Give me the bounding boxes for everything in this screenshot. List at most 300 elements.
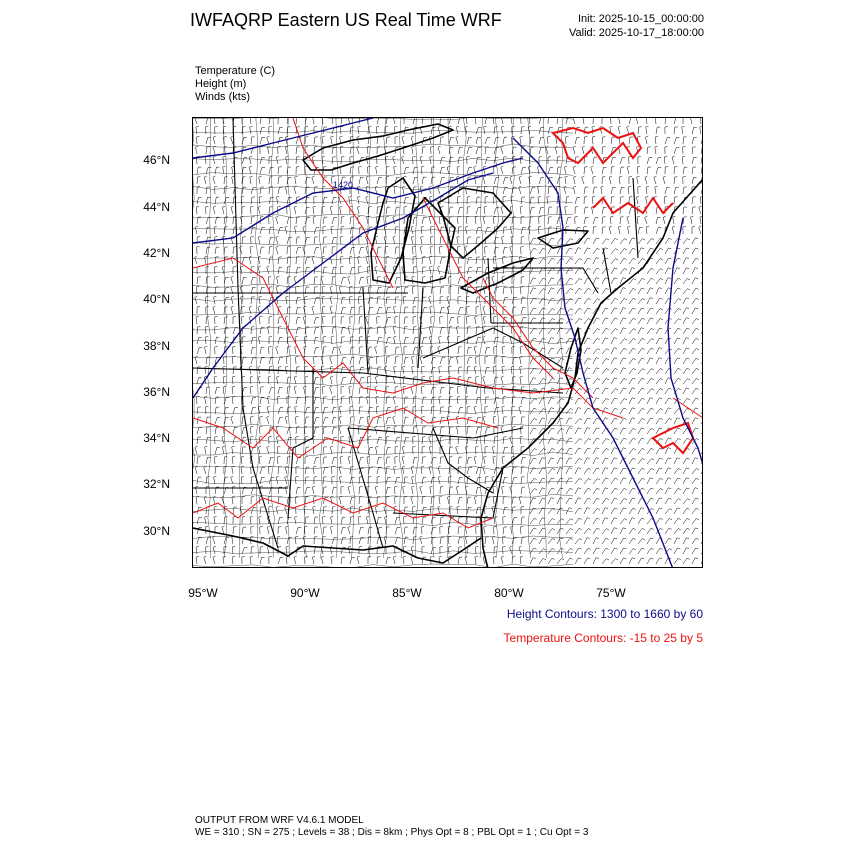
wind-barb <box>213 546 216 554</box>
wind-barb <box>620 348 627 354</box>
wind-barb <box>701 388 703 394</box>
wind-barb <box>582 176 585 184</box>
wind-barb <box>656 418 663 424</box>
wind-barb <box>332 507 335 514</box>
wind-barb <box>674 319 681 324</box>
wind-barb <box>584 518 590 524</box>
wind-barb <box>701 429 703 435</box>
wind-barb <box>557 298 564 304</box>
wind-barb <box>620 438 627 444</box>
wind-barb <box>530 328 537 334</box>
wind-barb <box>620 288 626 294</box>
wind-barb <box>512 417 515 424</box>
wind-barb <box>656 489 663 495</box>
wind-barb <box>674 499 681 504</box>
wind-barb <box>492 536 495 544</box>
wind-barb <box>403 486 406 494</box>
wind-barb <box>332 197 337 204</box>
wind-barb <box>440 137 444 144</box>
wind-barb <box>539 177 544 184</box>
wind-barb <box>647 448 654 454</box>
wind-barb <box>503 247 508 254</box>
wind-barb <box>195 486 198 494</box>
wind-barb <box>483 176 486 184</box>
wind-barb <box>575 478 582 484</box>
wind-barb <box>646 186 649 194</box>
wind-barb <box>620 187 625 194</box>
wind-barb <box>278 387 283 394</box>
wind-barb <box>557 548 564 554</box>
wind-barb <box>260 526 263 534</box>
wind-barb <box>503 287 507 294</box>
wind-barb <box>530 368 537 374</box>
county-line <box>527 118 531 558</box>
wind-barb <box>683 328 690 334</box>
wind-barb <box>602 137 606 144</box>
wind-barb <box>683 398 690 404</box>
wind-barb <box>575 518 582 524</box>
wind-barb <box>267 526 270 534</box>
wind-barb <box>412 146 415 154</box>
wind-barb <box>395 347 399 354</box>
wind-barb <box>278 337 283 344</box>
wind-barb <box>494 207 499 214</box>
wind-barb <box>277 446 280 454</box>
wind-barb <box>611 216 614 224</box>
wind-barb <box>566 458 572 464</box>
wind-barb <box>386 387 389 395</box>
wind-barb <box>296 416 299 424</box>
wind-barb <box>368 477 371 484</box>
wind-barb <box>647 288 653 294</box>
wind-barb <box>213 556 216 564</box>
wind-barb <box>629 428 636 434</box>
wind-barb <box>242 337 245 344</box>
wind-barb <box>620 239 627 244</box>
wind-barb <box>314 137 318 144</box>
wind-barb <box>251 277 256 284</box>
wind-barb <box>323 536 326 544</box>
wind-barb <box>376 396 379 404</box>
wind-barb <box>539 278 546 284</box>
wind-barb <box>638 418 645 424</box>
wind-barb <box>368 437 371 445</box>
wind-barb <box>224 277 229 284</box>
wind-barb <box>557 258 564 264</box>
wind-barb <box>350 227 355 234</box>
wind-barb <box>485 347 490 354</box>
wind-barb <box>674 538 680 544</box>
wind-barb <box>638 358 645 364</box>
wind-barb <box>665 248 671 254</box>
wind-barb <box>557 508 563 514</box>
wind-barb <box>403 556 406 564</box>
wind-barb <box>629 118 634 124</box>
wind-barb <box>512 507 516 514</box>
wind-barb <box>530 518 537 524</box>
wind-barb <box>539 538 545 544</box>
wind-barb <box>674 328 681 334</box>
wind-barb <box>323 407 328 414</box>
wind-barb <box>474 496 477 504</box>
wind-barb <box>331 556 334 564</box>
wind-barb <box>557 268 564 274</box>
wind-barb <box>701 339 703 344</box>
wind-barb <box>593 299 600 304</box>
wind-barb <box>222 436 225 444</box>
wind-barb <box>285 476 288 484</box>
wind-barb <box>224 337 228 344</box>
wind-barb <box>475 316 478 324</box>
wind-barb <box>629 298 636 304</box>
wind-barb <box>404 347 407 355</box>
wind-barb <box>683 478 689 484</box>
wind-barb <box>647 478 653 484</box>
wind-barb <box>647 418 653 424</box>
wind-barb <box>647 348 654 354</box>
wind-barb <box>674 288 681 294</box>
wind-barb <box>213 156 216 164</box>
wind-barb <box>260 157 265 164</box>
wind-barb <box>206 187 210 194</box>
model-config: WE = 310 ; SN = 275 ; Levels = 38 ; Dis = 8km ; Phys Opt = 8 ; PBL Opt = 1 ; Cu Opt = 3 <box>195 827 589 838</box>
wind-barb <box>692 508 699 514</box>
wind-barb <box>690 118 693 124</box>
wind-barb <box>501 376 504 384</box>
wind-barb <box>467 207 470 214</box>
wind-barb <box>359 407 363 414</box>
wind-barb <box>440 537 444 544</box>
wind-barb <box>287 407 291 414</box>
wind-barb <box>521 127 524 134</box>
wind-barb <box>593 238 599 244</box>
wind-barb <box>682 156 685 164</box>
wind-barb <box>530 207 535 214</box>
wind-barb <box>593 538 599 544</box>
wind-barb <box>358 206 361 214</box>
wind-barb <box>276 346 279 354</box>
wind-barb <box>440 257 445 264</box>
wind-barb <box>584 167 588 174</box>
wind-barb <box>683 538 689 544</box>
wind-barb <box>458 477 463 484</box>
wind-barb <box>575 268 582 274</box>
wind-barb <box>512 307 516 314</box>
wind-barb <box>593 248 600 254</box>
wind-barb <box>620 328 626 334</box>
wind-barb <box>223 366 226 374</box>
wind-barb <box>341 126 344 134</box>
wind-barb <box>602 288 609 294</box>
wind-barb <box>258 206 261 214</box>
wind-barb <box>195 296 198 304</box>
wind-barb <box>412 286 415 294</box>
wind-barb <box>530 498 536 504</box>
wind-barb <box>296 247 301 254</box>
wind-barb <box>593 418 600 424</box>
wind-barb <box>206 147 210 154</box>
wind-barb <box>501 126 504 134</box>
wind-barb <box>223 156 226 164</box>
wind-barb <box>422 177 426 184</box>
wind-barb <box>674 348 681 354</box>
wind-barb <box>530 147 534 154</box>
wind-barb <box>530 408 537 414</box>
wind-barb <box>575 548 581 554</box>
wind-barb <box>447 306 450 314</box>
wind-barb <box>386 357 390 364</box>
wind-barb <box>548 308 555 314</box>
wind-barb <box>593 318 599 324</box>
wind-barb <box>683 318 689 324</box>
wind-barb <box>701 137 703 144</box>
wind-barb <box>629 358 636 364</box>
wind-barb <box>503 397 506 405</box>
wind-barb <box>258 256 261 264</box>
wind-barb <box>458 527 462 534</box>
wind-barb <box>386 297 390 304</box>
wind-barb <box>269 346 272 354</box>
wind-barb <box>332 147 336 154</box>
wind-barb <box>376 166 379 174</box>
wind-barb <box>233 427 238 434</box>
wind-barb <box>215 436 218 444</box>
wind-barb <box>260 167 265 174</box>
wind-barb <box>692 388 699 394</box>
wind-barb <box>539 137 544 144</box>
wind-barb <box>233 527 236 534</box>
wind-barb <box>376 446 379 454</box>
wind-barb <box>250 246 253 254</box>
wind-barb <box>529 176 532 184</box>
wind-barb <box>638 288 644 294</box>
wind-barb <box>458 367 462 374</box>
wind-barb <box>224 137 227 145</box>
wind-barb <box>520 366 523 374</box>
wind-barb <box>312 486 315 494</box>
county-line <box>479 118 483 558</box>
wind-barb <box>269 537 273 544</box>
wind-barb <box>404 537 408 544</box>
wind-barb <box>701 196 704 204</box>
wind-barb <box>647 369 654 374</box>
wind-barb <box>285 486 288 494</box>
wind-barb <box>287 118 291 124</box>
wind-barb <box>213 176 216 184</box>
wind-barb <box>251 347 256 354</box>
wind-barb <box>233 327 238 334</box>
wind-barb <box>215 447 220 454</box>
wind-barb <box>584 288 591 294</box>
wind-barb <box>602 458 608 464</box>
model-info-footer <box>195 815 588 839</box>
wind-barb <box>701 408 703 414</box>
wind-barb <box>341 277 346 284</box>
wind-barb <box>683 348 689 354</box>
wind-barb <box>575 298 581 304</box>
wind-barb <box>395 437 400 444</box>
wind-barb <box>430 236 433 244</box>
wind-barb <box>456 446 459 454</box>
wind-barb <box>422 397 426 404</box>
wind-barb <box>323 316 326 324</box>
wind-barb <box>683 499 690 504</box>
wind-barb <box>197 307 200 315</box>
wind-barb <box>249 156 252 164</box>
wind-barb <box>701 508 703 514</box>
wind-barb <box>430 306 433 314</box>
wind-barb <box>548 448 555 454</box>
wind-barb <box>483 416 486 424</box>
wind-barb <box>629 438 636 444</box>
wind-barb <box>692 167 696 174</box>
wind-barb <box>638 438 644 444</box>
wind-barb <box>259 516 262 524</box>
wind-barb <box>593 258 599 264</box>
wind-barb <box>564 186 567 194</box>
wind-barb <box>566 278 573 284</box>
wind-barb <box>305 457 308 465</box>
wind-barb <box>232 386 235 394</box>
wind-barb <box>457 396 460 404</box>
wind-barb <box>584 248 590 254</box>
wind-barb <box>359 397 363 404</box>
wind-barb <box>701 448 703 454</box>
wind-barb <box>206 137 211 144</box>
wind-barb <box>539 157 542 165</box>
wind-barb <box>431 497 435 504</box>
wind-barb <box>386 397 390 404</box>
wind-barb <box>557 398 564 404</box>
wind-barb <box>278 177 282 184</box>
wind-barb <box>593 448 599 454</box>
wind-barb <box>197 246 200 254</box>
wind-barb <box>503 417 507 424</box>
wind-barb <box>413 267 416 274</box>
wind-barb <box>422 267 426 274</box>
wind-barb <box>296 467 299 475</box>
wind-barb <box>692 278 698 284</box>
wind-barb <box>404 437 409 444</box>
wind-barb <box>665 278 671 284</box>
wind-barb <box>224 227 228 234</box>
wind-barb <box>449 137 454 144</box>
wind-barb <box>385 246 388 254</box>
wind-barb <box>638 328 644 334</box>
wind-barb <box>656 369 663 375</box>
atlantic-coastline <box>481 178 703 568</box>
wind-barb <box>701 118 704 124</box>
wind-barb <box>411 236 414 244</box>
wind-barb <box>656 558 662 564</box>
wind-barb <box>575 428 581 434</box>
wind-barb <box>422 437 426 444</box>
wind-barb <box>501 146 504 154</box>
wind-barb <box>575 439 582 444</box>
wind-barb <box>231 276 234 284</box>
wind-barb <box>593 227 596 234</box>
wind-barb <box>295 346 298 354</box>
wind-barb <box>457 166 460 174</box>
wind-barb <box>376 356 379 364</box>
wind-barb <box>260 387 264 394</box>
wind-barb <box>674 167 677 174</box>
wind-barb <box>575 259 582 265</box>
wind-barb <box>620 249 627 255</box>
wind-barb <box>429 336 432 344</box>
wind-barb <box>413 118 418 124</box>
wind-barb <box>647 389 654 394</box>
wind-barb <box>701 157 703 164</box>
wind-barb <box>458 537 463 544</box>
wind-barb <box>584 448 590 454</box>
wind-barb <box>655 136 658 144</box>
wind-barb <box>204 466 207 474</box>
wind-barb <box>683 167 687 174</box>
wind-barb <box>647 167 651 174</box>
wind-barb <box>457 236 460 244</box>
wind-barb <box>195 356 198 364</box>
wind-barb <box>232 546 235 554</box>
wind-barb <box>312 556 315 564</box>
wind-barb <box>701 288 703 294</box>
wind-barb <box>277 396 280 404</box>
wind-barb <box>620 358 626 364</box>
wind-barb <box>593 508 600 514</box>
lat-label: 42°N <box>143 246 170 260</box>
coastlines <box>193 124 703 568</box>
wind-barb <box>602 349 609 354</box>
lake-erie-shore <box>461 258 533 293</box>
wind-barb <box>206 156 209 164</box>
valid-time: Valid: 2025-10-17_18:00:00 <box>569 27 704 39</box>
wind-barb <box>223 376 226 384</box>
wind-barb <box>475 446 478 454</box>
wind-barb <box>692 398 699 404</box>
wind-barb <box>224 417 229 424</box>
wind-barb <box>593 368 599 374</box>
wind-barb <box>332 427 337 434</box>
wind-barb <box>510 246 513 254</box>
wind-barb <box>683 239 690 245</box>
wind-barb <box>593 176 596 184</box>
wind-barb <box>305 417 309 424</box>
wind-barb <box>593 528 600 534</box>
wind-barb <box>204 176 207 184</box>
wind-barb <box>422 477 426 484</box>
wind-barb <box>377 457 382 464</box>
wind-barb <box>440 177 445 184</box>
wind-barb <box>602 338 608 344</box>
wind-barb <box>457 386 460 394</box>
wind-barb <box>251 397 256 404</box>
wind-barb <box>377 147 380 154</box>
wind-barb <box>386 197 391 204</box>
wind-barb <box>683 279 690 285</box>
wind-barb <box>393 396 396 404</box>
wind-barb <box>206 336 209 344</box>
wind-barb <box>377 247 381 254</box>
wind-barb <box>314 297 319 304</box>
county-line <box>193 424 573 427</box>
wind-barb <box>251 447 256 454</box>
wind-barb <box>368 297 373 304</box>
wind-barb <box>467 367 470 374</box>
wind-barb <box>251 187 256 194</box>
wind-barb <box>231 476 234 484</box>
wind-barb <box>485 356 488 364</box>
wind-barb <box>331 136 334 144</box>
